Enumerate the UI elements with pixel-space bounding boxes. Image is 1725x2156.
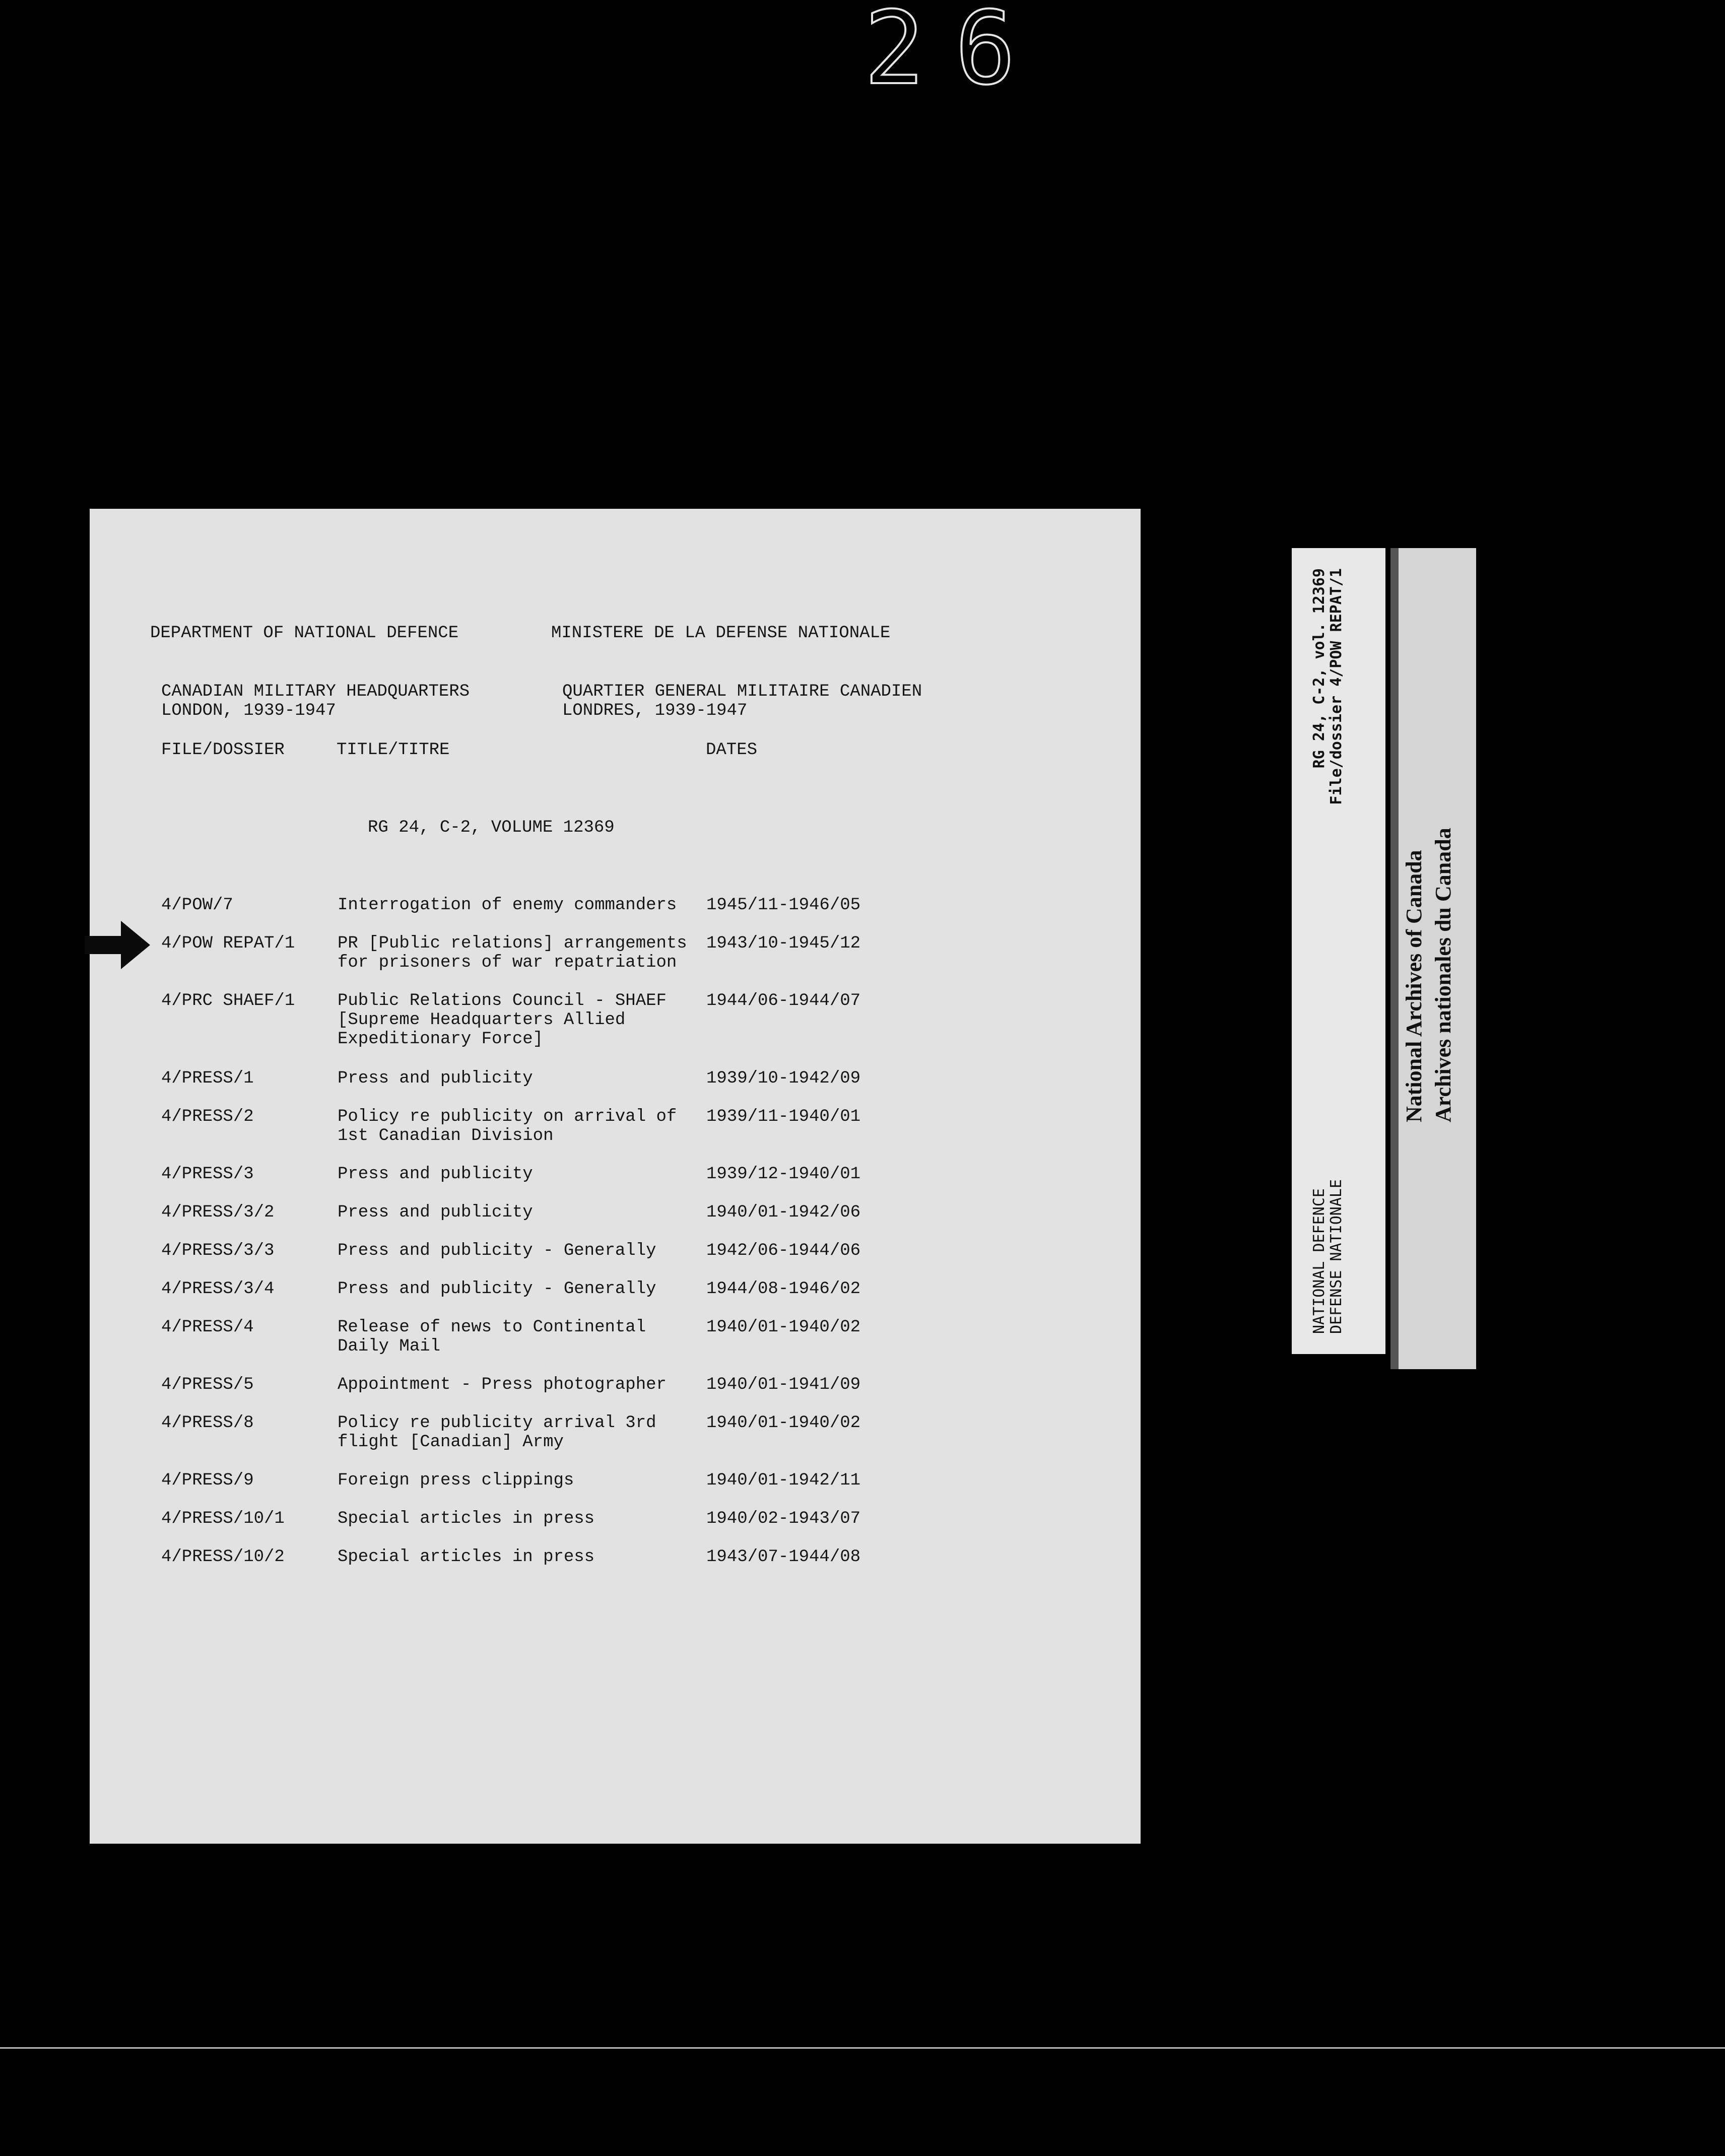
spine-department-fr: DEFENSE NATIONALE [1328,1179,1345,1334]
column-header-file: FILE/DOSSIER [161,740,285,760]
hq-place-en: LONDON, 1939-1947 [161,701,336,720]
file-code: 4/PRESS/4 [161,1318,254,1337]
file-title-line: Policy re publicity on arrival of [338,1107,677,1126]
file-title-line: PR [Public relations] arrangements [338,934,687,953]
file-dates: 1944/08-1946/02 [706,1279,861,1299]
file-dates: 1944/06-1944/07 [706,991,861,1010]
column-header-dates: DATES [706,740,758,760]
file-title-line: Press and publicity - Generally [338,1241,656,1260]
file-title-line: Expeditionary Force] [338,1030,544,1049]
file-title-line: flight [Canadian] Army [338,1433,564,1452]
file-dates: 1943/10-1945/12 [706,934,861,953]
document-page [90,509,1141,1844]
file-title-line: Press and publicity [338,1203,533,1222]
file-dates: 1943/07-1944/08 [706,1547,861,1567]
file-dates: 1940/01-1941/09 [706,1375,861,1394]
file-title-line: [Supreme Headquarters Allied [338,1010,626,1030]
file-title-line: Special articles in press [338,1547,595,1567]
file-code: 4/PRESS/2 [161,1107,254,1126]
file-code: 4/PRESS/5 [161,1375,254,1394]
file-code: 4/PRESS/1 [161,1069,254,1088]
hq-name-en: CANADIAN MILITARY HEADQUARTERS [161,682,470,701]
file-code: 4/POW REPAT/1 [161,934,295,953]
file-code: 4/PRC SHAEF/1 [161,991,295,1010]
file-title-line: Press and publicity - Generally [338,1279,656,1299]
file-code: 4/PRESS/3 [161,1165,254,1184]
file-title-line: 1st Canadian Division [338,1126,554,1146]
file-dates: 1939/11-1940/01 [706,1107,861,1126]
file-dates: 1940/01-1940/02 [706,1318,861,1337]
file-dates: 1940/02-1943/07 [706,1509,861,1528]
dept-title-en: DEPARTMENT OF NATIONAL DEFENCE [150,624,459,643]
file-title-line: Press and publicity [338,1165,533,1184]
file-title-line: Appointment - Press photographer [338,1375,667,1394]
archives-name-en: National Archives of Canada [1402,850,1426,1122]
arrow-right-icon [85,921,150,969]
file-code: 4/PRESS/10/2 [161,1547,285,1567]
file-dates: 1939/12-1940/01 [706,1165,861,1184]
column-header-title: TITLE/TITRE [337,740,450,760]
hq-place-fr: LONDRES, 1939-1947 [562,701,748,720]
file-spine-card [1292,548,1385,1354]
spine-reference-file: File/dossier 4/POW REPAT/1 [1328,568,1345,805]
spine-department-en: NATIONAL DEFENCE [1310,1188,1328,1334]
volume-heading: RG 24, C-2, VOLUME 12369 [368,818,615,837]
file-code: 4/POW/7 [161,896,233,915]
spine-reference-volume: RG 24, C-2, vol. 12369 [1310,568,1328,769]
file-title-line: Press and publicity [338,1069,533,1088]
archives-name-fr: Archives nationales du Canada [1431,828,1455,1122]
file-title-line: Interrogation of enemy commanders [338,896,677,915]
file-title-line: Public Relations Council - SHAEF [338,991,667,1010]
file-title-line: Policy re publicity arrival 3rd [338,1413,656,1433]
file-dates: 1939/10-1942/09 [706,1069,861,1088]
archives-label-strip [1390,548,1476,1369]
frame-number: 26 [864,0,1046,107]
file-title-line: Foreign press clippings [338,1471,574,1490]
file-title-line: Daily Mail [338,1337,441,1356]
file-code: 4/PRESS/3/4 [161,1279,275,1299]
file-code: 4/PRESS/3/2 [161,1203,275,1222]
file-title-line: Release of news to Continental [338,1318,646,1337]
file-code: 4/PRESS/10/1 [161,1509,285,1528]
file-dates: 1942/06-1944/06 [706,1241,861,1260]
dept-title-fr: MINISTERE DE LA DEFENSE NATIONALE [551,624,891,643]
file-title-line: for prisoners of war repatriation [338,953,677,972]
file-code: 4/PRESS/3/3 [161,1241,275,1260]
hq-name-fr: QUARTIER GENERAL MILITAIRE CANADIEN [562,682,922,701]
bottom-rule [0,2047,1725,2049]
file-code: 4/PRESS/9 [161,1471,254,1490]
file-dates: 1940/01-1940/02 [706,1413,861,1433]
file-dates: 1945/11-1946/05 [706,896,861,915]
file-code: 4/PRESS/8 [161,1413,254,1433]
file-title-line: Special articles in press [338,1509,595,1528]
file-dates: 1940/01-1942/06 [706,1203,861,1222]
file-dates: 1940/01-1942/11 [706,1471,861,1490]
